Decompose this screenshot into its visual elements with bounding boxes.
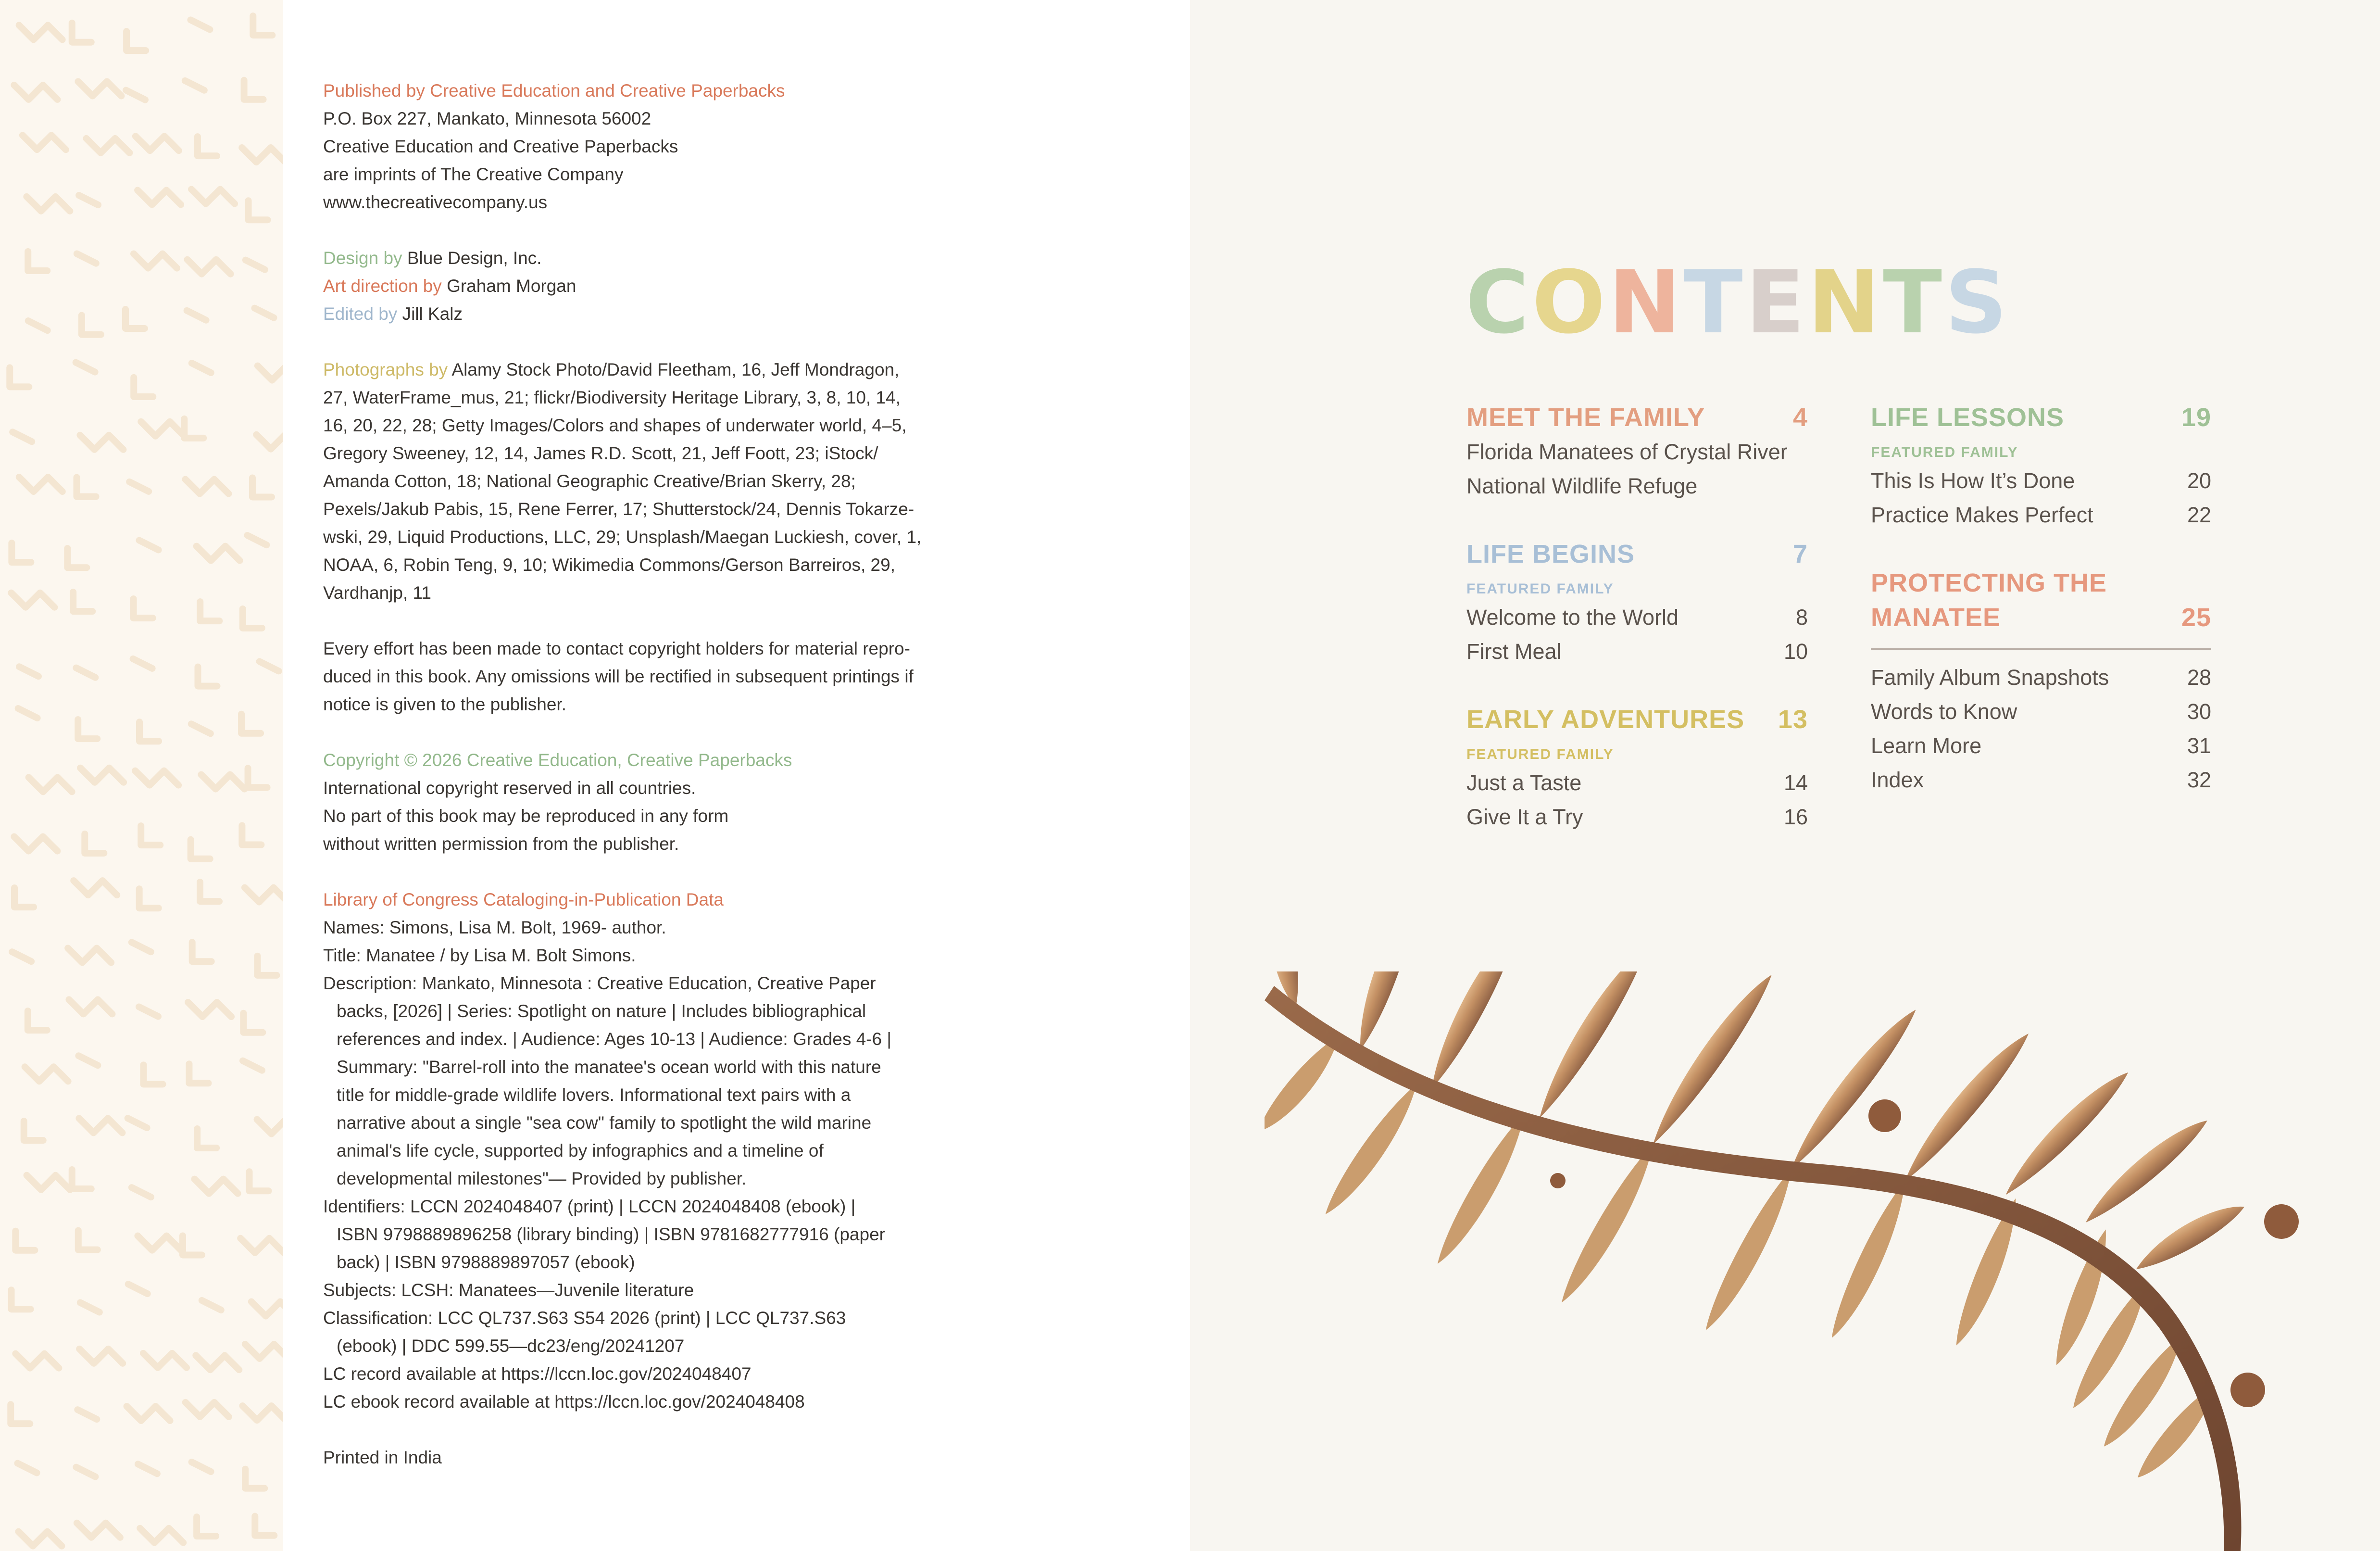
publisher-line: are imprints of The Creative Company: [323, 164, 624, 184]
pattern-stroke: [82, 315, 101, 335]
copyright-notice-block: [323, 635, 967, 719]
seaweed-frond: [1420, 971, 1526, 1093]
pattern-stroke: [72, 1170, 91, 1189]
entry-page: 22: [2187, 503, 2211, 527]
photo-credits-line: Gregory Sweeney, 12, 14, James R.D. Scott, 21, Jeff Foott, 23; iStock/: [323, 443, 878, 463]
contents-letter: T: [1883, 252, 1945, 353]
pattern-stroke: [77, 1410, 97, 1419]
pattern-stroke: [185, 81, 204, 90]
pattern-stroke: [245, 888, 283, 902]
credits-block: [323, 244, 967, 328]
section-title: MEET THE FAMILY: [1466, 403, 1705, 432]
pattern-stroke: [77, 1523, 120, 1538]
pattern-stroke: [127, 1406, 170, 1421]
section-title: LIFE BEGINS: [1466, 540, 1635, 568]
lc-ebook-record-link: LC ebook record available at https://lccn.loc.gov/2024048408: [323, 1392, 805, 1412]
pattern-stroke: [192, 942, 212, 961]
contents-letter: S: [1945, 252, 2010, 353]
printed-in: Printed in India: [323, 1448, 442, 1467]
entry-title: National Wildlife Refuge: [1466, 474, 1698, 498]
entry-page: 16: [1783, 805, 1808, 829]
photo-credits-line: NOAA, 6, Robin Teng, 9, 10; Wikimedia Commons/Gerson Barreiros, 29,: [323, 555, 895, 575]
pattern-stroke: [18, 1463, 37, 1473]
toc-section-meet-the-family[interactable]: [1466, 400, 1808, 435]
pattern-stroke: [184, 419, 203, 438]
pattern-stroke: [79, 195, 98, 205]
pattern-stroke: [15, 1231, 35, 1250]
pattern-stroke: [19, 667, 38, 676]
cip-description-line: backs, [2026] | Series: Spotlight on nature | Includes bibliographical: [337, 1001, 866, 1021]
printed-block: [323, 1444, 967, 1472]
contents-letter: E: [1745, 252, 1808, 353]
pattern-stroke: [77, 478, 96, 497]
pattern-stroke: [76, 1467, 95, 1477]
publisher-line: Creative Education and Creative Paperbacks: [323, 137, 678, 156]
pattern-stroke: [80, 435, 123, 450]
pattern-stroke: [191, 840, 210, 859]
pattern-stroke: [141, 422, 184, 436]
design-label: Design by: [323, 248, 402, 268]
section-title: EARLY ADVENTURES: [1466, 705, 1745, 734]
pattern-stroke: [79, 1118, 122, 1133]
toc-entry[interactable]: [1466, 800, 1808, 834]
copyright-line: without written permission from the publisher.: [323, 834, 679, 854]
pattern-stroke: [10, 367, 29, 387]
entry-page: 8: [1795, 605, 1808, 630]
contents-letter: C: [1466, 252, 1532, 353]
toc-column-left: [1466, 400, 1808, 834]
entry-title: Give It a Try: [1466, 805, 1583, 829]
cip-label: Library of Congress Cataloging-in-Publication Data: [323, 890, 724, 909]
pattern-stroke: [252, 478, 272, 497]
pattern-stroke: [191, 189, 235, 204]
photo-credits-line: 27, WaterFrame_mus, 21; flickr/Biodiversity Heritage Library, 3, 8, 10, 14,: [323, 388, 901, 407]
pattern-stroke: [139, 889, 159, 908]
pattern-stroke: [248, 201, 267, 220]
cip-names: Names: Simons, Lisa M. Bolt, 1969- author.: [323, 918, 666, 937]
seaweed-frond: [1894, 1025, 2036, 1187]
entry-page: 10: [1783, 639, 1808, 664]
copyright-line: No part of this book may be reproduced in any form: [323, 806, 729, 826]
pattern-stroke: [253, 16, 272, 35]
entry-page: 14: [1783, 770, 1808, 795]
pattern-stroke: [14, 85, 57, 100]
photographs-label: Photographs by: [323, 360, 448, 379]
toc-section-protecting-the-manatee[interactable]: [1871, 566, 2211, 635]
zigzag-pattern: [0, 0, 283, 1551]
cip-description-line: developmental milestones"— Provided by publisher.: [337, 1169, 747, 1188]
pattern-stroke: [186, 1402, 229, 1417]
pattern-stroke: [132, 1187, 151, 1197]
pattern-stroke: [77, 254, 96, 264]
pattern-stroke: [245, 1344, 283, 1359]
pattern-stroke: [141, 826, 160, 845]
pattern-stroke: [76, 363, 95, 372]
cip-classification: Classification: LCC QL737.S63 S54 2026 (print) | LCC QL737.S63: [323, 1308, 846, 1328]
toc-entry[interactable]: [1871, 660, 2211, 694]
pattern-stroke: [18, 1532, 62, 1546]
pattern-stroke: [243, 1061, 262, 1071]
pattern-stroke: [246, 260, 265, 270]
pattern-stroke: [27, 1175, 70, 1190]
pattern-stroke: [28, 321, 48, 330]
pattern-stroke: [188, 1002, 231, 1017]
pattern-stroke: [201, 775, 244, 789]
pattern-stroke: [19, 477, 63, 492]
pattern-stroke: [78, 1056, 98, 1065]
pattern-stroke: [14, 888, 34, 907]
toc-entry[interactable]: [1466, 766, 1808, 800]
cip-description-line: Summary: "Barrel-roll into the manatee's ocean world with this nature: [337, 1057, 881, 1077]
pattern-stroke: [197, 1517, 216, 1536]
toc-section-life-lessons[interactable]: [1871, 400, 2211, 435]
pattern-stroke: [78, 719, 97, 739]
pattern-stroke: [74, 881, 117, 895]
art-direction-credit: [323, 272, 967, 300]
pattern-stroke: [254, 308, 274, 318]
pattern-stroke: [257, 1120, 283, 1134]
pattern-stroke: [26, 197, 70, 211]
pattern-stroke: [67, 548, 87, 567]
pattern-stroke: [255, 1516, 274, 1536]
pattern-stroke: [138, 1464, 157, 1474]
toc-entry[interactable]: [1466, 634, 1808, 668]
pattern-stroke: [195, 1179, 238, 1194]
section-page: 25: [2181, 603, 2211, 632]
entry-title: Learn More: [1871, 733, 1982, 758]
pattern-stroke: [129, 482, 149, 492]
section-page: 19: [2181, 403, 2211, 432]
seaweed-frond: [1996, 1063, 2135, 1202]
seaweed-frond: [1698, 1165, 1803, 1337]
entry-page: 31: [2187, 733, 2211, 758]
publisher-line: P.O. Box 227, Mankato, Minnesota 56002: [323, 109, 651, 128]
entry-page: 20: [2187, 468, 2211, 493]
pattern-stroke: [258, 366, 283, 380]
pattern-stroke: [240, 1238, 283, 1253]
pattern-stroke: [245, 1469, 264, 1488]
seaweed-illustration: [1265, 971, 2346, 1551]
contents-letter: O: [1532, 252, 1609, 353]
pattern-stroke: [202, 1300, 221, 1310]
pattern-stroke: [128, 1118, 147, 1128]
pattern-stroke: [134, 378, 153, 397]
pattern-stroke: [12, 543, 31, 562]
pattern-stroke: [257, 956, 276, 975]
decorative-pattern-margin: [0, 0, 283, 1551]
seaweed-frond: [1824, 1177, 1917, 1344]
copyright-label: Copyright © 2026 Creative Education, Creative Paperbacks: [323, 750, 792, 770]
pattern-stroke: [139, 722, 159, 741]
pattern-stroke: [126, 90, 145, 100]
pattern-stroke: [69, 999, 112, 1014]
toc-divider: [1871, 648, 2211, 650]
section-title-line: MANATEE: [1871, 603, 2001, 632]
pattern-stroke: [187, 311, 206, 320]
section-page: 7: [1792, 540, 1808, 568]
notice-line: duced in this book. Any omissions will be rectified in subsequent printings if: [323, 667, 914, 686]
pattern-stroke: [125, 309, 145, 328]
pattern-stroke: [138, 1236, 181, 1250]
toc-column-right: [1871, 400, 2211, 797]
pattern-stroke: [134, 599, 153, 618]
photo-credits-line: wski, 29, Liquid Productions, LLC, 29; Unsplash/Maegan Luckiesh, cover, 1,: [323, 527, 922, 547]
cip-subjects: Subjects: LCSH: Manatees—Juvenile literature: [323, 1280, 694, 1300]
pattern-stroke: [13, 432, 32, 441]
toc-entry[interactable]: [1466, 600, 1808, 634]
pattern-stroke: [197, 1129, 216, 1148]
entry-title: This Is How It’s Done: [1871, 468, 2075, 493]
cip-description-line: references and index. | Audience: Ages 10-13 | Audience: Grades 4-6 |: [337, 1029, 891, 1049]
pattern-stroke: [132, 942, 151, 952]
copyright-line: International copyright reserved in all countries.: [323, 778, 696, 798]
pattern-stroke: [15, 1354, 59, 1368]
pattern-stroke: [86, 139, 129, 153]
entry-title: Florida Manatees of Crystal River: [1466, 440, 1788, 464]
cip-identifiers-line: back) | ISBN 9798889897057 (ebook): [337, 1252, 635, 1272]
pattern-stroke: [187, 260, 230, 274]
pattern-stroke: [200, 882, 219, 901]
entry-title: First Meal: [1466, 639, 1562, 664]
photo-credits-line: 16, 20, 22, 28; Getty Images/Colors and shapes of underwater world, 4–5,: [323, 416, 907, 435]
pattern-stroke: [128, 1284, 148, 1294]
design-value: Blue Design, Inc.: [407, 248, 542, 268]
section-page: 4: [1792, 403, 1808, 432]
photo-credits-line: Vardhanjp, 11: [323, 583, 431, 603]
pattern-stroke: [198, 137, 217, 156]
pattern-stroke: [68, 948, 111, 962]
pattern-stroke: [25, 1067, 68, 1081]
contents-letter: T: [1683, 252, 1746, 353]
publisher-label: Published by Creative Education and Creative Paperbacks: [323, 81, 785, 101]
pattern-stroke: [11, 593, 54, 607]
toc-section-early-adventures[interactable]: [1466, 702, 1808, 737]
pattern-stroke: [85, 834, 104, 853]
toc-entry[interactable]: [1871, 729, 2211, 763]
entry-page: 28: [2187, 665, 2211, 690]
pattern-stroke: [196, 1355, 239, 1370]
pattern-stroke: [191, 724, 211, 733]
pattern-stroke: [139, 541, 159, 550]
featured-family-label: FEATURED FAMILY: [1466, 746, 1614, 762]
toc-section-life-begins[interactable]: [1466, 537, 1808, 571]
seaweed-frond: [1347, 971, 1423, 1053]
pattern-stroke: [243, 1406, 283, 1420]
contents-heading: [1466, 252, 2010, 353]
toc-entry[interactable]: [1871, 694, 2211, 729]
seaweed-frond: [1430, 1110, 1536, 1271]
pattern-stroke: [18, 708, 38, 718]
cip-identifiers-line: ISBN 9798889896258 (library binding) | ISBN 9781682777916 (paper: [337, 1224, 885, 1244]
seaweed-frond: [2077, 1110, 2214, 1230]
pattern-stroke: [247, 535, 266, 545]
pattern-stroke: [135, 771, 178, 785]
pattern-stroke: [24, 1121, 43, 1140]
section-title: LIFE LESSONS: [1871, 403, 2065, 432]
entry-page: 30: [2187, 699, 2211, 724]
pattern-stroke: [78, 81, 121, 96]
copyright-page: [283, 0, 1190, 1551]
edited-label: Edited by: [323, 304, 398, 324]
pattern-stroke: [197, 546, 240, 561]
entry-title: Just a Taste: [1466, 770, 1582, 795]
entry-title: Words to Know: [1871, 699, 2017, 724]
pattern-stroke: [139, 1007, 158, 1017]
pattern-stroke: [79, 1349, 123, 1363]
seaweed-frond: [1318, 1079, 1428, 1222]
photo-credits-line: Amanda Cotton, 18; National Geographic Creative/Brian Skerry, 28;: [323, 471, 856, 491]
pattern-stroke: [28, 1011, 47, 1030]
pattern-stroke: [192, 363, 211, 373]
toc-entry[interactable]: [1871, 763, 2211, 797]
pattern-stroke: [140, 1528, 183, 1543]
pattern-stroke: [143, 1353, 187, 1368]
publisher-block: [323, 77, 967, 216]
notice-line: notice is given to the publisher.: [323, 694, 566, 714]
editor-credit: [323, 300, 967, 328]
section-title-line: PROTECTING THE: [1871, 568, 2107, 597]
pattern-stroke: [19, 25, 63, 39]
cip-identifiers: Identifiers: LCCN 2024048407 (print) | LCCN 2024048408 (ebook) |: [323, 1197, 856, 1216]
entry-title: Welcome to the World: [1466, 605, 1679, 630]
cip-data-block: [323, 886, 967, 1416]
section-page: 13: [1778, 705, 1808, 734]
pattern-stroke: [12, 1290, 31, 1309]
lc-record-link: LC record available at https://lccn.loc.gov/2024048407: [323, 1364, 752, 1384]
featured-family-label: FEATURED FAMILY: [1466, 581, 1614, 597]
contents-letter: N: [1608, 252, 1684, 353]
design-credit: [323, 244, 967, 272]
seaweed-frond: [2129, 1195, 2249, 1278]
entry-page: 32: [2187, 768, 2211, 792]
photo-credits-line: Pexels/Jakub Pabis, 15, Rene Ferrer, 17; Shutterstock/24, Dennis Tokarze-: [323, 499, 914, 519]
pattern-stroke: [242, 148, 283, 162]
seaweed-frond: [1554, 1140, 1665, 1309]
toc-entry[interactable]: [1871, 498, 2211, 532]
pattern-stroke: [73, 592, 92, 611]
cip-description-line: narrative about a single "sea cow" family to spotlight the wild marine: [337, 1113, 872, 1133]
pattern-stroke: [138, 190, 181, 204]
cip-classification-line: (ebook) | DDC 599.55—dc23/eng/20241207: [337, 1336, 685, 1356]
entry-title: Index: [1871, 768, 1924, 792]
entry-title: Practice Makes Perfect: [1871, 503, 2093, 527]
edited-value: Jill Kalz: [402, 304, 463, 324]
pattern-stroke: [136, 136, 179, 151]
contents-letter: N: [1807, 252, 1883, 353]
pattern-stroke: [185, 479, 228, 494]
pattern-stroke: [11, 1404, 30, 1424]
publisher-website: www.thecreativecompany.us: [323, 192, 548, 212]
pattern-stroke: [192, 1462, 211, 1472]
pattern-stroke: [183, 1236, 202, 1255]
pattern-stroke: [126, 31, 146, 50]
pattern-stroke: [72, 23, 91, 42]
cip-description: Description: Mankato, Minnesota : Creative Education, Creative Paper: [323, 973, 876, 993]
pattern-stroke: [256, 435, 283, 449]
cip-description-line: animal's life cycle, supported by infographics and a timeline of: [337, 1141, 824, 1160]
cip-title: Title: Manatee / by Lisa M. Bolt Simons.: [323, 946, 636, 965]
pattern-stroke: [260, 661, 279, 671]
pattern-stroke: [250, 1172, 269, 1191]
pattern-stroke: [244, 80, 263, 100]
seaweed-frond: [1781, 1001, 1923, 1175]
photo-credit-text: Alamy Stock Photo/David Fleetham, 16, Jeff Mondragon,: [451, 360, 900, 379]
pattern-stroke: [12, 952, 31, 961]
entry-title: Family Album Snapshots: [1871, 665, 2109, 690]
pattern-stroke: [78, 1231, 98, 1250]
featured-family-label: FEATURED FAMILY: [1871, 444, 2018, 460]
pattern-stroke: [198, 667, 217, 686]
art-direction-value: Graham Morgan: [447, 276, 576, 296]
pattern-stroke: [143, 1065, 163, 1084]
pattern-stroke: [243, 609, 262, 628]
toc-entry[interactable]: [1466, 435, 1808, 469]
pattern-stroke: [243, 1013, 263, 1033]
photo-credits-block: [323, 356, 967, 607]
pattern-stroke: [76, 668, 95, 678]
seaweed-frond: [1642, 971, 1779, 1149]
imprint-text: [323, 77, 967, 1500]
cip-description-line: title for middle-grade wildlife lovers. Informational text pairs with a: [337, 1085, 851, 1105]
pattern-stroke: [242, 826, 261, 845]
pattern-stroke: [14, 837, 57, 851]
pattern-stroke: [251, 1302, 283, 1316]
pattern-stroke: [80, 1302, 100, 1312]
copyright-block: [323, 746, 967, 858]
pattern-stroke: [80, 768, 124, 782]
photo-credits-line: [323, 356, 967, 384]
pattern-stroke: [200, 602, 219, 621]
pattern-stroke: [189, 1064, 208, 1083]
pattern-stroke: [241, 714, 261, 733]
seaweed-frond: [1528, 971, 1654, 1123]
pattern-stroke: [29, 777, 72, 792]
pattern-stroke: [134, 254, 177, 268]
pattern-stroke: [23, 135, 66, 150]
toc-entry[interactable]: [1466, 469, 1808, 503]
pattern-stroke: [133, 659, 152, 668]
toc-entry[interactable]: [1871, 464, 2211, 498]
pattern-stroke: [190, 20, 210, 29]
pattern-stroke: [28, 252, 47, 271]
art-direction-label: Art direction by: [323, 276, 442, 296]
pattern-stroke: [248, 768, 267, 787]
notice-line: Every effort has been made to contact copyright holders for material repro-: [323, 639, 910, 658]
